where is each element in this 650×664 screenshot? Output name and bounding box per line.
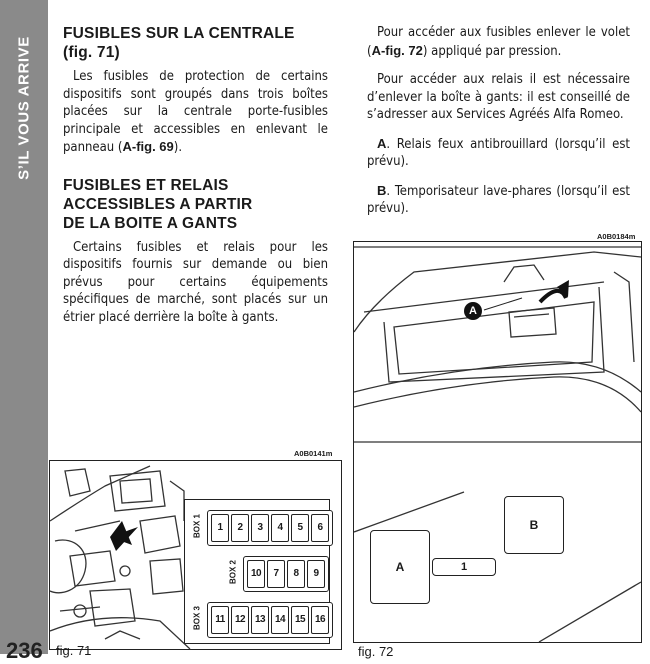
section-tab-label: S’IL VOUS ARRIVE — [15, 36, 33, 180]
paragraph-centrale — [63, 68, 328, 157]
fuse-1: 1 — [432, 558, 496, 576]
page-number: 236 — [6, 638, 43, 663]
para1-text: Les fusibles de protection de certains dispositifs sont groupés dans trois boîtes placées sur la centrale porte-fusibles principale et accessibles en enlevant le panneau ( — [63, 69, 328, 155]
item-b-key: B — [377, 182, 387, 198]
figure-reference: A-fig. 69 — [122, 139, 174, 154]
fuse-slot: 5 — [291, 514, 309, 542]
heading1-line1: FUSIBLES SUR LA CENTRALE — [63, 25, 295, 42]
fuse-slot: 10 — [247, 560, 265, 588]
item-a-text: . Relais feux antibrouillard (lorsqu’il est prévu). — [367, 136, 630, 169]
fuse-box-3 — [207, 602, 333, 638]
fuse-slot: 8 — [287, 560, 305, 588]
figure-reference-72: A-fig. 72 — [371, 42, 423, 58]
item-b — [367, 182, 630, 218]
fig71-code: A0B0141m — [294, 449, 333, 458]
fuse-slot: 16 — [311, 606, 329, 634]
fuse-box-3-label: BOX 3 — [192, 605, 202, 631]
fuse-slot: 7 — [267, 560, 285, 588]
right-column — [367, 24, 630, 218]
fuse-box-panel — [184, 499, 330, 644]
heading2-line2: ACCESSIBLES A PARTIR — [63, 195, 253, 213]
heading2-line1: FUSIBLES ET RELAIS — [63, 176, 229, 194]
heading-fusibles-centrale — [63, 24, 328, 62]
fuse-slot: 12 — [231, 606, 249, 634]
paragraph-acces-fusibles — [367, 24, 630, 60]
relay-a: A — [370, 530, 430, 604]
fuse-slot: 14 — [271, 606, 289, 634]
fig72-caption: fig. 72 — [358, 644, 394, 659]
item-a-key: A — [377, 135, 387, 151]
fuse-slot: 13 — [251, 606, 269, 634]
fuse-slot: 1 — [211, 514, 229, 542]
relay-b: B — [504, 496, 564, 554]
paragraph-acces-relais: Pour accéder aux relais il est nécessaire d’enlever la boîte à gants: il est conseillé de s’adresser aux Services Agréés Alfa Romeo. — [367, 72, 630, 122]
callout-a: A — [464, 302, 482, 320]
fig72-illustration — [353, 241, 642, 643]
right-para1-text: Pour accéder aux fusibles enlever le volet ( — [367, 25, 630, 59]
fuse-box-2 — [243, 556, 329, 592]
item-b-text: . Temporisateur lave-phares (lorsqu’il est prévu). — [367, 183, 630, 216]
heading1-line2: (fig. 71) — [63, 44, 120, 61]
fuse-slot: 6 — [311, 514, 329, 542]
section-side-tab — [0, 0, 48, 654]
fig71-caption: fig. 71 — [56, 643, 92, 658]
fuse-slot: 11 — [211, 606, 229, 634]
fuse-slot: 3 — [251, 514, 269, 542]
paragraph-boite-a-gants: Certains fusibles et relais pour les dispositifs fournis sur demande ou bien prévus pour certains équipements spécifiques de marché, sont placés sur un étrier placé derrière la boîte à gants. — [63, 239, 328, 325]
fig71-illustration — [49, 460, 342, 650]
fuse-slot: 4 — [271, 514, 289, 542]
fig72-code: A0B0184m — [597, 232, 636, 241]
fuse-slot: 9 — [307, 560, 325, 588]
fuse-slot: 15 — [291, 606, 309, 634]
fuse-box-2-label: BOX 2 — [228, 559, 238, 585]
right-para1-end: ) appliqué par pression. — [422, 43, 562, 59]
heading2-line3: DE LA BOITE A GANTS — [63, 214, 238, 232]
fuse-box-1 — [207, 510, 333, 546]
fuse-slot: 2 — [231, 514, 249, 542]
para1-end: ). — [173, 140, 183, 155]
heading-boite-a-gants — [63, 176, 328, 233]
fuse-box-1-label: BOX 1 — [192, 513, 202, 539]
item-a — [367, 135, 630, 171]
left-column — [63, 24, 328, 326]
